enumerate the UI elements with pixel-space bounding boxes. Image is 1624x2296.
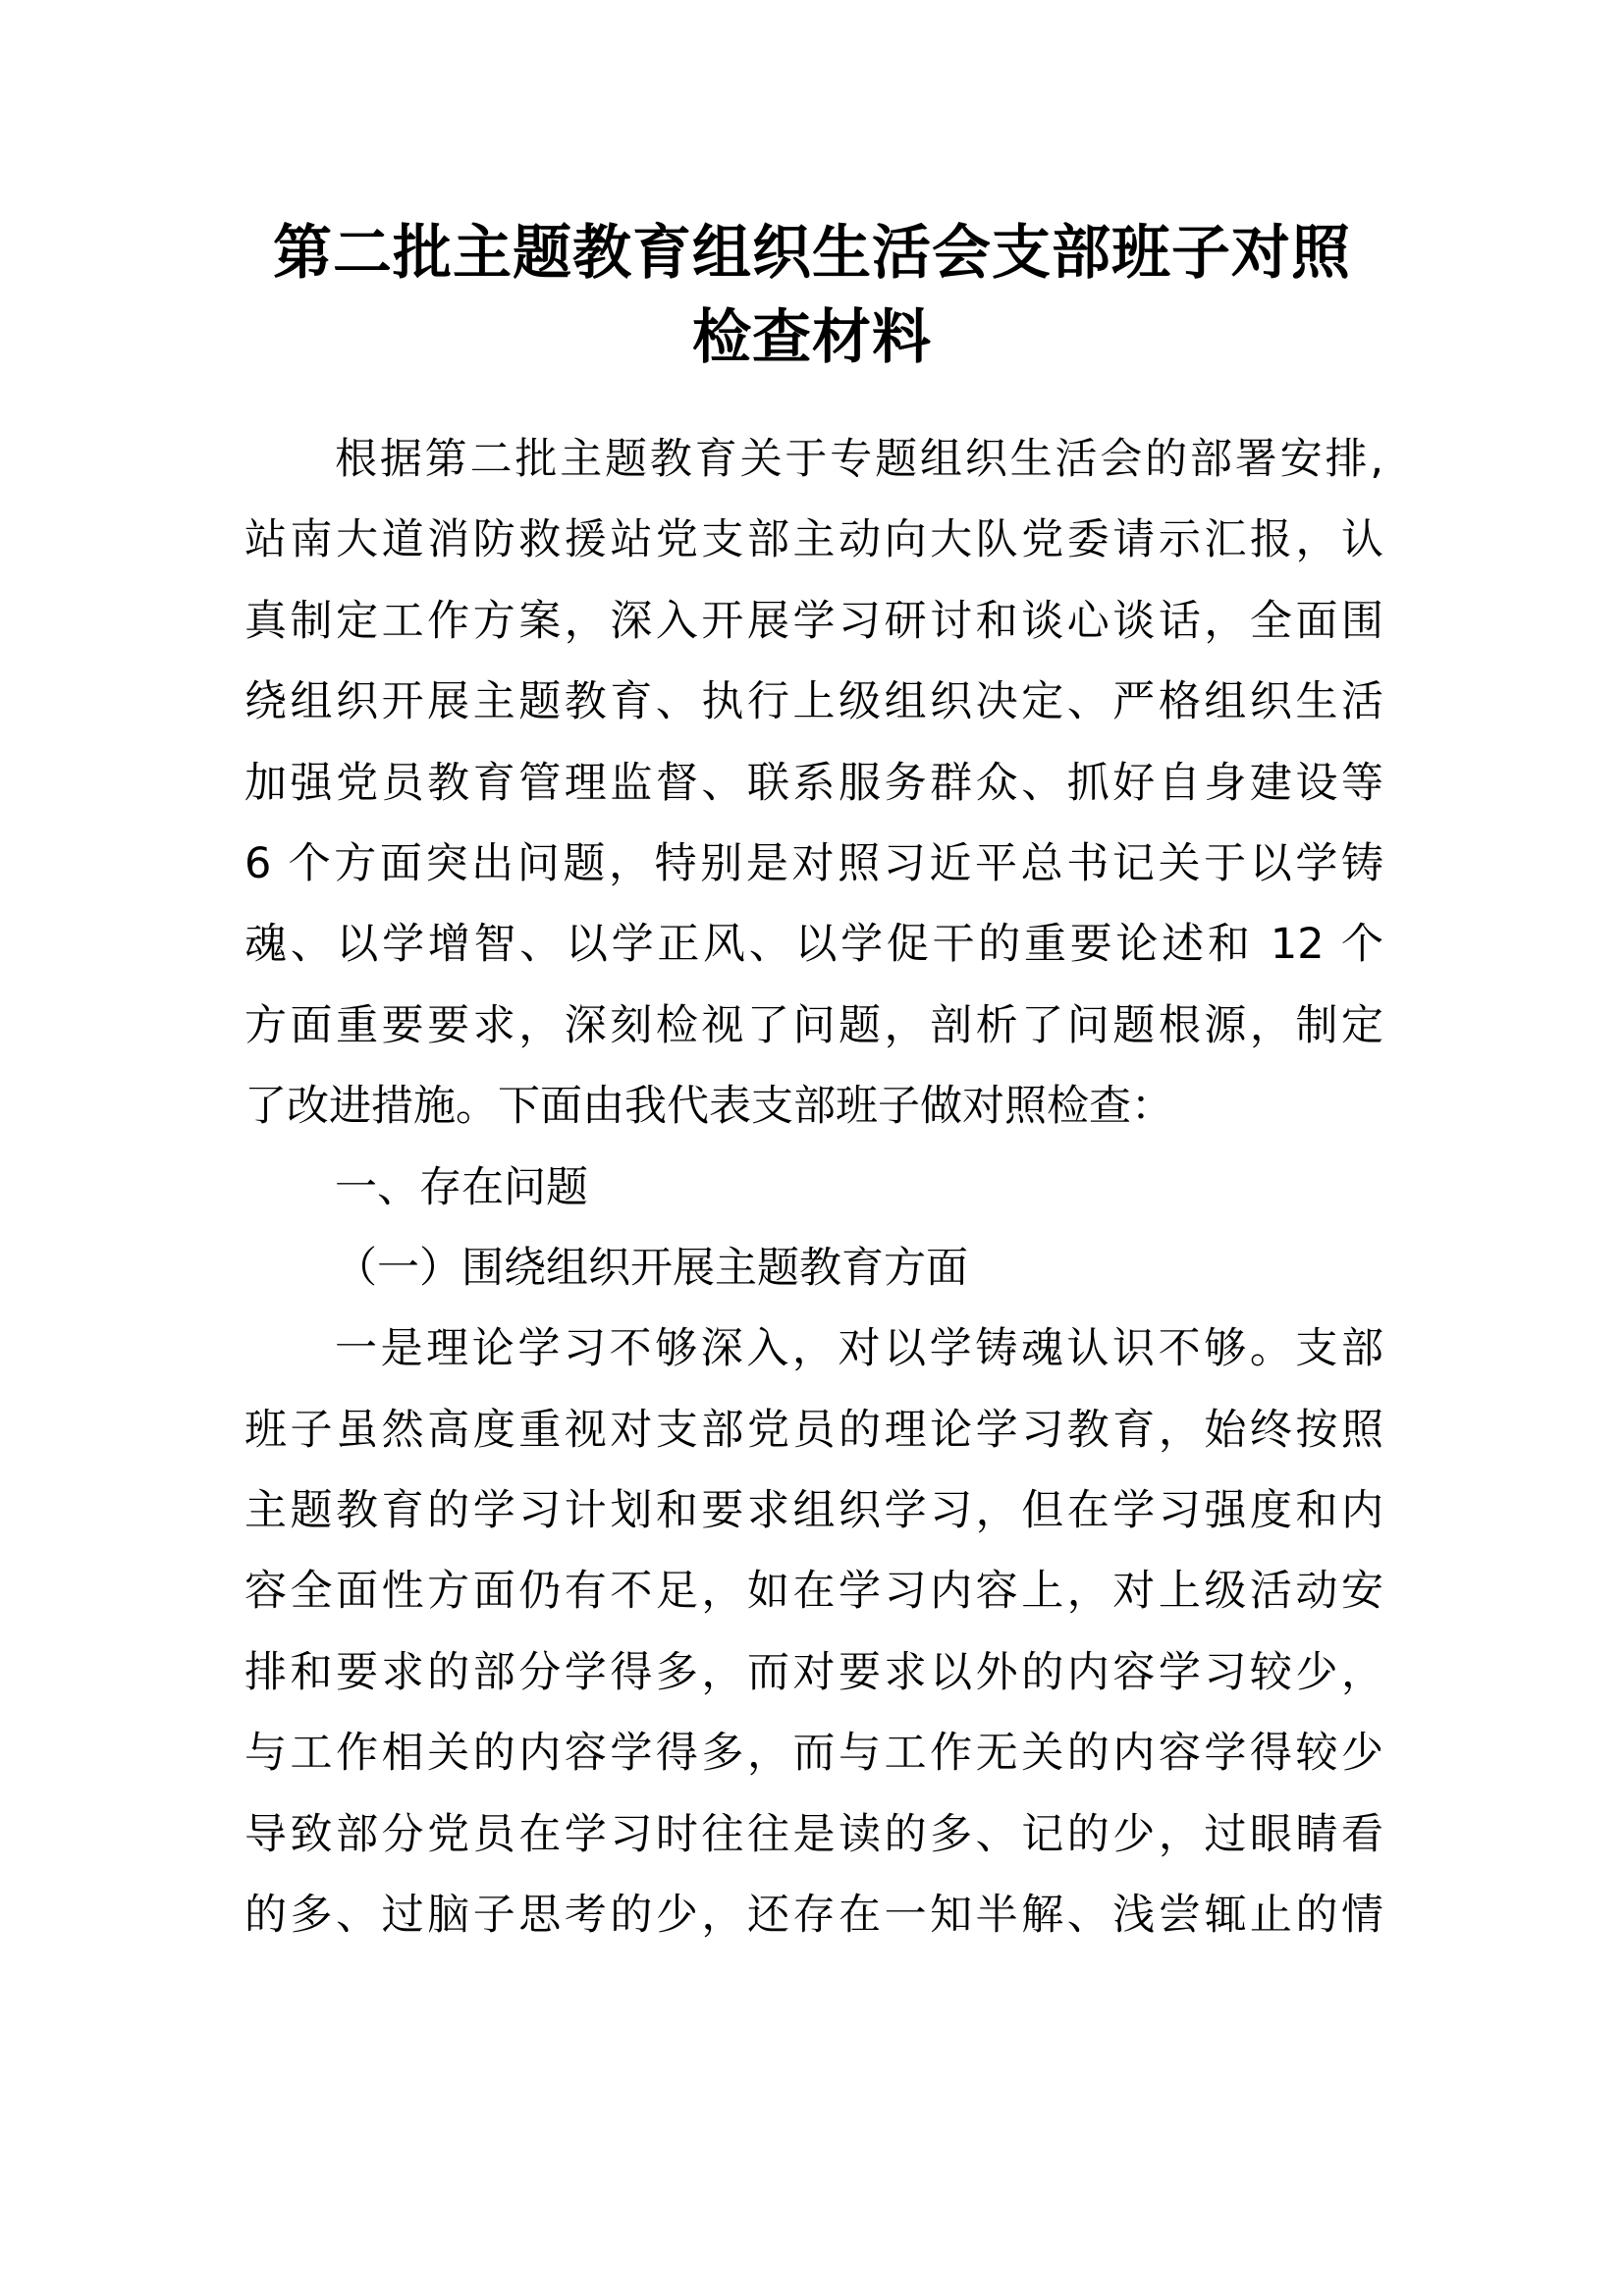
text-line: 班子虽然高度重视对支部党员的理论学习教育，始终按照: [244, 1405, 1383, 1455]
text-line: 主题教育的学习计划和要求组织学习，但在学习强度和内: [244, 1486, 1383, 1536]
text-line: 了改进措施。下面由我代表支部班子做对照检查：: [244, 1082, 1173, 1132]
subheading-text: （一）围绕组织开展主题教育方面: [335, 1243, 968, 1293]
text-line: 加强党员教育管理监督、联系服务群众、抓好自身建设等: [244, 758, 1383, 808]
text-line: 一是理论学习不够深入，对以学铸魂认识不够。支部: [335, 1324, 1383, 1374]
text-line: 导致部分党员在学习时往往是读的多、记的少，过眼睛看: [244, 1809, 1383, 1859]
text-line: 容全面性方面仍有不足，如在学习内容上，对上级活动安: [244, 1567, 1383, 1617]
document-body: [244, 419, 1383, 1955]
text-line: 与工作相关的内容学得多，而与工作无关的内容学得较少: [244, 1729, 1383, 1779]
title-line-1: 第二批主题教育组织生活会支部班子对照: [273, 219, 1351, 288]
text-line: 绕组织开展主题教育、执行上级组织决定、严格组织生活: [244, 677, 1383, 727]
text-line: 排和要求的部分学得多，而对要求以外的内容学习较少，: [244, 1647, 1383, 1697]
text-line: 真制定工作方案，深入开展学习研讨和谈心谈话，全面围: [244, 596, 1383, 646]
text-line: 根据第二批主题教育关于专题组织生活会的部署安排,: [335, 435, 1383, 484]
text-line: 的多、过脑子思考的少，还存在一知半解、浅尝辄止的情: [244, 1891, 1383, 1941]
paragraph-point-one: [244, 1308, 1383, 1955]
heading-text: 一、存在问题: [335, 1162, 588, 1212]
section-heading: [244, 1148, 1383, 1228]
subsection-heading: [244, 1228, 1383, 1308]
document-title: [226, 211, 1398, 380]
text-line: 站南大道消防救援站党支部主动向大队党委请示汇报，认: [244, 515, 1383, 565]
paragraph-intro: [244, 419, 1383, 1148]
text-line: 6 个方面突出问题，特别是对照习近平总书记关于以学铸: [244, 838, 1383, 888]
title-line-2: 检查材料: [692, 303, 932, 372]
text-line: 魂、以学增智、以学正风、以学促干的重要论述和 12 个: [244, 920, 1383, 970]
text-line: 方面重要要求，深刻检视了问题，剖析了问题根源，制定: [244, 1000, 1383, 1050]
